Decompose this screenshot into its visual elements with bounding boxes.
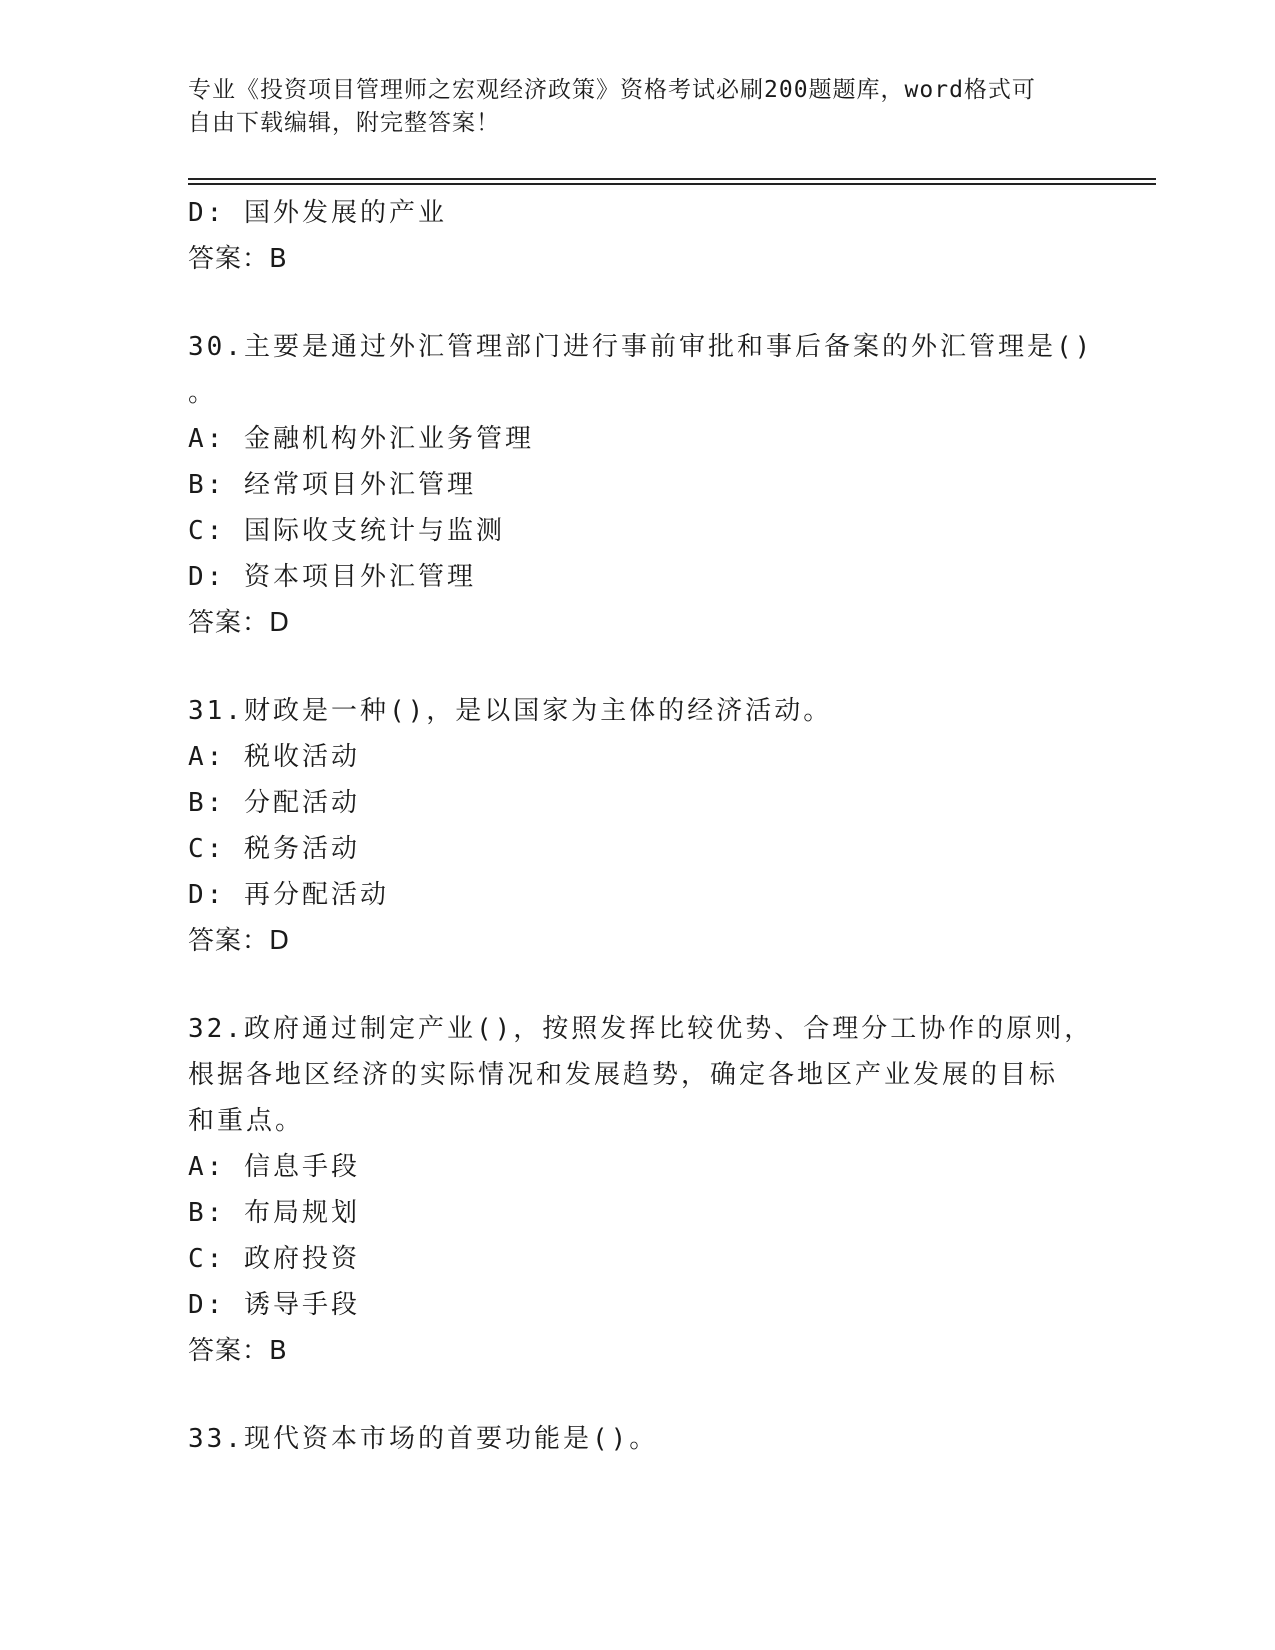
header-line-2: 自由下载编辑，附完整答案！ [188, 110, 500, 136]
answer-line: 答案：B [188, 244, 288, 274]
option-b: B: 布局规划 [188, 1198, 360, 1228]
question-30 [188, 324, 1094, 646]
option-b: B: 分配活动 [188, 788, 360, 818]
header-line-1: 专业《投资项目管理师之宏观经济政策》资格考试必刷200题题库，word格式可 [188, 77, 1036, 103]
header-divider-bottom [188, 183, 1156, 185]
option-d: D: 资本项目外汇管理 [188, 562, 476, 592]
question-text-continued: 根据各地区经济的实际情况和发展趋势，确定各地区产业发展的目标 [188, 1060, 1059, 1090]
question-text: 33.现代资本市场的首要功能是()。 [188, 1424, 659, 1454]
option-b: B: 经常项目外汇管理 [188, 470, 476, 500]
question-text-continued: 。 [188, 378, 218, 408]
option-a: A: 信息手段 [188, 1152, 360, 1182]
header-divider-top [188, 178, 1156, 180]
document-header [188, 74, 1088, 140]
option-d: D: 再分配活动 [188, 880, 389, 910]
answer-line: 答案：D [188, 926, 291, 956]
question-33 [188, 1416, 1088, 1462]
option-d: D: 诱导手段 [188, 1290, 360, 1320]
option-a: A: 金融机构外汇业务管理 [188, 424, 534, 454]
question-31 [188, 688, 1088, 964]
option-a: A: 税收活动 [188, 742, 360, 772]
question-text-continued: 和重点。 [188, 1106, 305, 1136]
question-list [188, 190, 1094, 1462]
answer-line: 答案：D [188, 608, 291, 638]
question-text: 32.政府通过制定产业()，按照发挥比较优势、合理分工协作的原则， [188, 1014, 1094, 1044]
answer-line: 答案：B [188, 1336, 288, 1366]
option-c: C: 政府投资 [188, 1244, 360, 1274]
option-c: C: 国际收支统计与监测 [188, 516, 505, 546]
question-text: 30.主要是通过外汇管理部门进行事前审批和事后备案的外汇管理是() [188, 332, 1094, 362]
option-c: C: 税务活动 [188, 834, 360, 864]
question-32 [188, 1006, 1094, 1374]
option-d: D: 国外发展的产业 [188, 198, 447, 228]
question-text: 31.财政是一种()，是以国家为主体的经济活动。 [188, 696, 833, 726]
